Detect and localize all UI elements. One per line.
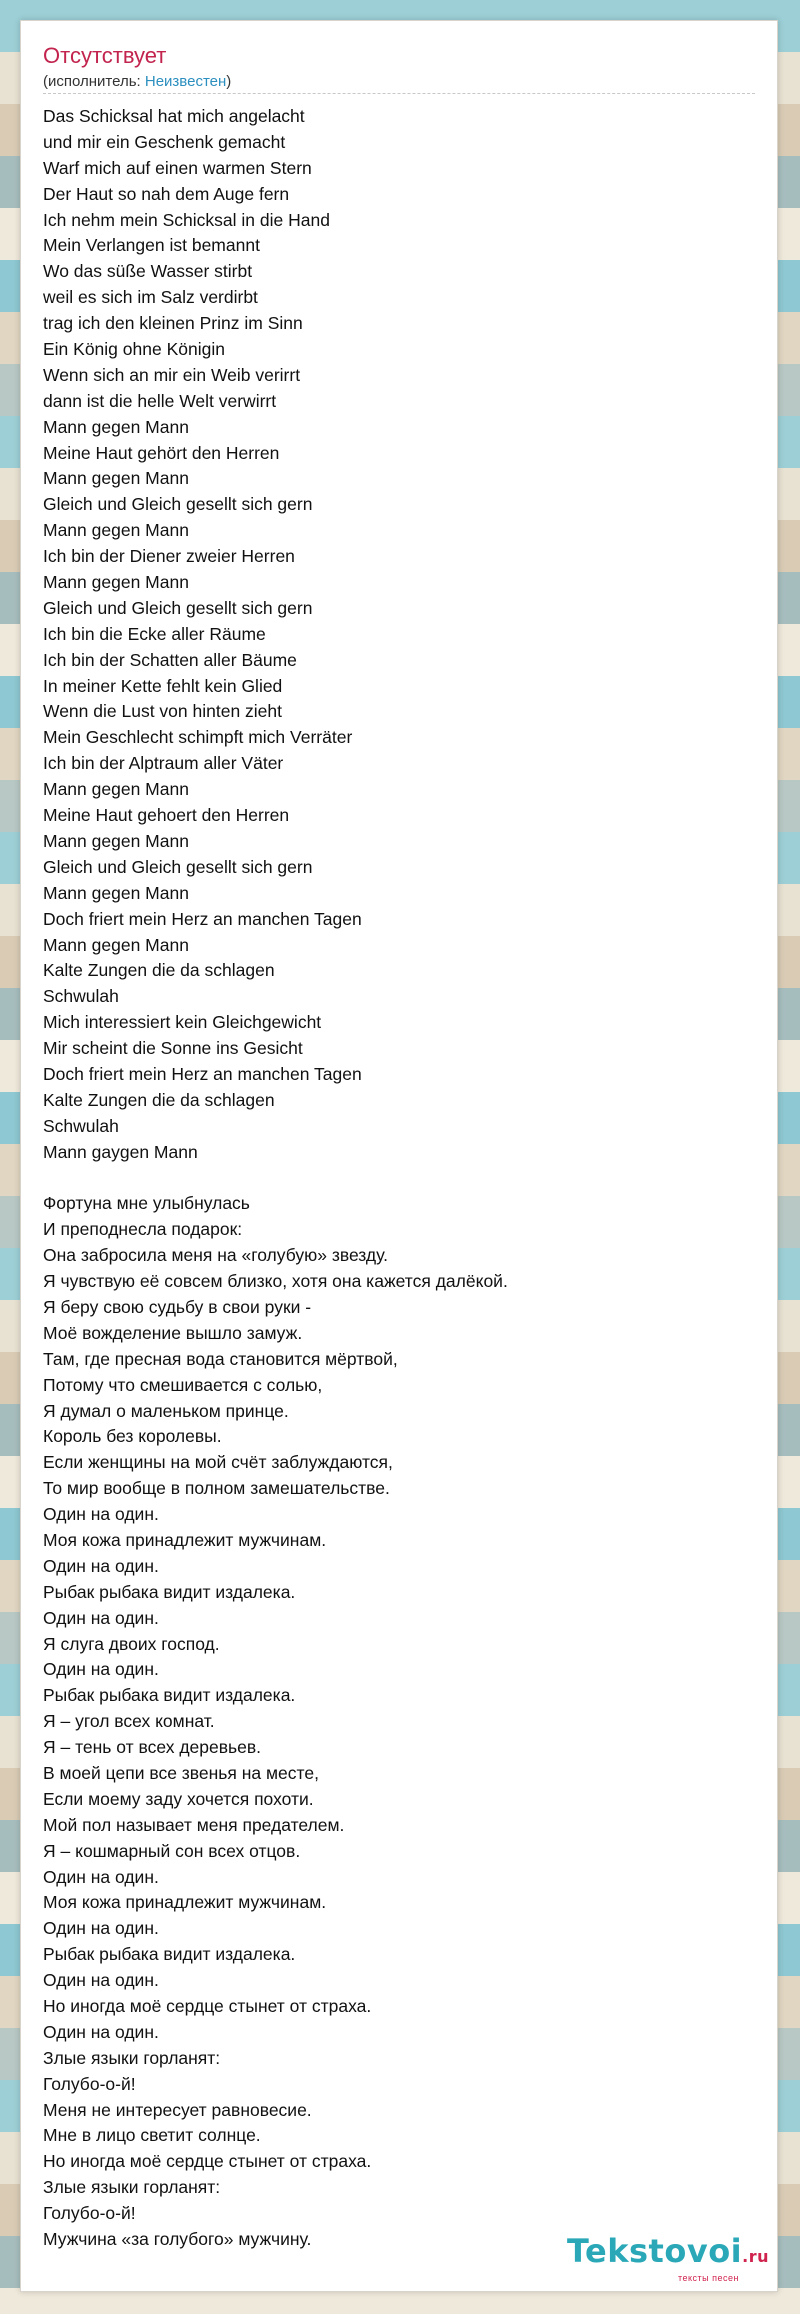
performer-suffix: ) [226,73,232,90]
lyrics-line: Gleich und Gleich gesellt sich gern [43,597,313,618]
lyrics-line: Doch friert mein Herz an manchen Tagen [43,1063,362,1084]
lyrics-line: Моя кожа принадлежит мужчинам. [43,1529,327,1550]
lyrics-line: Mir scheint die Sonne ins Gesicht [43,1038,303,1059]
lyrics-line: Злые языки горланят: [43,2177,221,2198]
performer-prefix: (исполнитель: [43,73,145,90]
lyrics-line: Mann gegen Mann [43,830,189,851]
lyrics-line: Моё вожделение вышло замуж. [43,1322,303,1343]
lyrics-card [20,20,778,2292]
lyrics-line: Один на один. [43,1970,159,1991]
lyrics-line: Das Schicksal hat mich angelacht [43,106,305,126]
lyrics-line: und mir ein Geschenk gemacht [43,131,286,152]
lyrics-line: Wenn die Lust von hinten zieht [43,701,283,722]
lyrics-line: Mann gegen Mann [43,779,189,800]
lyrics-line: Я – кошмарный сон всех отцов. [43,1840,301,1861]
lyrics-line: И преподнесла подарок: [43,1219,243,1240]
lyrics-line: Я слуга двоих господ. [43,1633,220,1654]
lyrics-line: Один на один. [43,1866,159,1887]
lyrics-line: Меня не интересует равновесие. [43,2099,312,2120]
lyrics-blank-line [43,1166,753,1192]
lyrics-line: Mann gegen Mann [43,572,189,593]
lyrics-text [43,104,753,2253]
lyrics-line: Мужчина «за голубого» мужчину. [43,2229,312,2250]
lyrics-line: Mann gaygen Mann [43,1141,198,1162]
performer-link[interactable]: Неизвестен [144,73,227,90]
lyrics-line: Один на один. [43,1504,159,1525]
lyrics-line: Doch friert mein Herz an manchen Tagen [43,908,362,929]
logo-wordmark [566,2232,769,2273]
lyrics-line: Я думал о маленьком принце. [43,1400,289,1421]
performer-line [43,73,231,90]
lyrics-line: Голубо-о-й! [43,2203,136,2224]
lyrics-line: Ich bin die Ecke aller Räume [43,623,266,644]
lyrics-line: Если моему заду хочется похоти. [43,1788,314,1809]
lyrics-line: То мир вообще в полном замешательстве. [43,1478,390,1499]
lyrics-line: Mich interessiert kein Gleichgewicht [43,1012,322,1033]
lyrics-line: Рыбак рыбака видит издалека. [43,1581,296,1602]
lyrics-line: Один на один. [43,1918,159,1939]
site-logo[interactable] [566,2232,769,2283]
lyrics-line: Ich bin der Diener zweier Herren [43,546,295,567]
lyrics-line: Один на один. [43,1607,159,1628]
lyrics-line: Ein König ohne Königin [43,339,225,360]
lyrics-line: Моя кожа принадлежит мужчинам. [43,1892,327,1913]
lyrics-line: Wo das süße Wasser stirbt [43,261,253,282]
lyrics-line: Но иногда моё сердце стынет от страха. [43,2151,372,2172]
lyrics-line: Голубо-о-й! [43,2073,136,2094]
lyrics-line: Mann gegen Mann [43,520,189,541]
lyrics-line: Meine Haut gehoert den Herren [43,805,290,826]
lyrics-line: Ich bin der Alptraum aller Väter [43,753,284,774]
lyrics-line: Один на один. [43,1659,159,1680]
lyrics-line: Kalte Zungen die da schlagen [43,1089,275,1110]
lyrics-line: Рыбак рыбака видит издалека. [43,1944,296,1965]
lyrics-line: Mann gegen Mann [43,882,189,903]
lyrics-line: Mein Verlangen ist bemannt [43,235,260,256]
lyrics-line: Я – тень от всех деревьев. [43,1737,262,1758]
lyrics-line: Kalte Zungen die da schlagen [43,960,275,981]
lyrics-line: Один на один. [43,1555,159,1576]
song-title: Отсутствует [43,43,167,68]
lyrics-line: Schwulah [43,1115,119,1136]
lyrics-line: Meine Haut gehört den Herren [43,442,280,463]
lyrics-line: Mann gegen Mann [43,468,189,489]
lyrics-line: В моей цепи все звенья на месте, [43,1763,319,1783]
lyrics-line: Злые языки горланят: [43,2047,221,2068]
lyrics-line: Один на один. [43,2021,159,2042]
lyrics-line: In meiner Kette fehlt kein Glied [43,675,283,696]
lyrics-line: Mann gegen Mann [43,934,189,955]
lyrics-line: Но иногда моё сердце стынет от страха. [43,1996,372,2017]
lyrics-line: Я беру свою судьбу в свои руки - [43,1296,312,1317]
lyrics-line: trag ich den kleinen Prinz im Sinn [43,313,303,334]
logo-name: Tekstovoi [566,2232,743,2270]
lyrics-line: Там, где пресная вода становится мёртвой, [43,1348,398,1369]
lyrics-line: Mein Geschlecht schimpft mich Verräter [43,727,353,748]
lyrics-line: Мой пол называет меня предателем. [43,1814,345,1835]
lyrics-line: Я – угол всех комнат. [43,1711,215,1732]
lyrics-line: Фортуна мне улыбнулась [43,1193,250,1214]
lyrics-line: Если женщины на мой счёт заблуждаются, [43,1452,393,1473]
lyrics-line: Мне в лицо светит солнце. [43,2125,261,2146]
lyrics-line: Gleich und Gleich gesellt sich gern [43,856,313,877]
lyrics-line: Mann gegen Mann [43,416,189,437]
lyrics-line: Wenn sich an mir ein Weib verirrt [43,364,301,385]
lyrics-line: Рыбак рыбака видит издалека. [43,1685,296,1706]
logo-tld: .ru [742,2247,769,2266]
lyrics-line: Schwulah [43,986,119,1007]
dotted-separator [43,93,755,94]
lyrics-line: Я чувствую её совсем близко, хотя она кажется далёкой. [43,1271,508,1292]
lyrics-line: Ich nehm mein Schicksal in die Hand [43,209,330,230]
logo-tagline: тексты песен [677,2273,739,2283]
lyrics-line: Потому что смешивается с солью, [43,1374,323,1395]
lyrics-line: Gleich und Gleich gesellt sich gern [43,494,313,515]
lyrics-line: Ich bin der Schatten aller Bäume [43,649,297,670]
lyrics-line: Король без королевы. [43,1426,222,1447]
lyrics-line: Warf mich auf einen warmen Stern [43,157,312,178]
lyrics-line: Она забросила меня на «голубую» звезду. [43,1245,389,1266]
lyrics-line: weil es sich im Salz verdirbt [43,287,258,308]
lyrics-line: Der Haut so nah dem Auge fern [43,183,290,204]
lyrics-line: dann ist die helle Welt verwirrt [43,390,277,411]
